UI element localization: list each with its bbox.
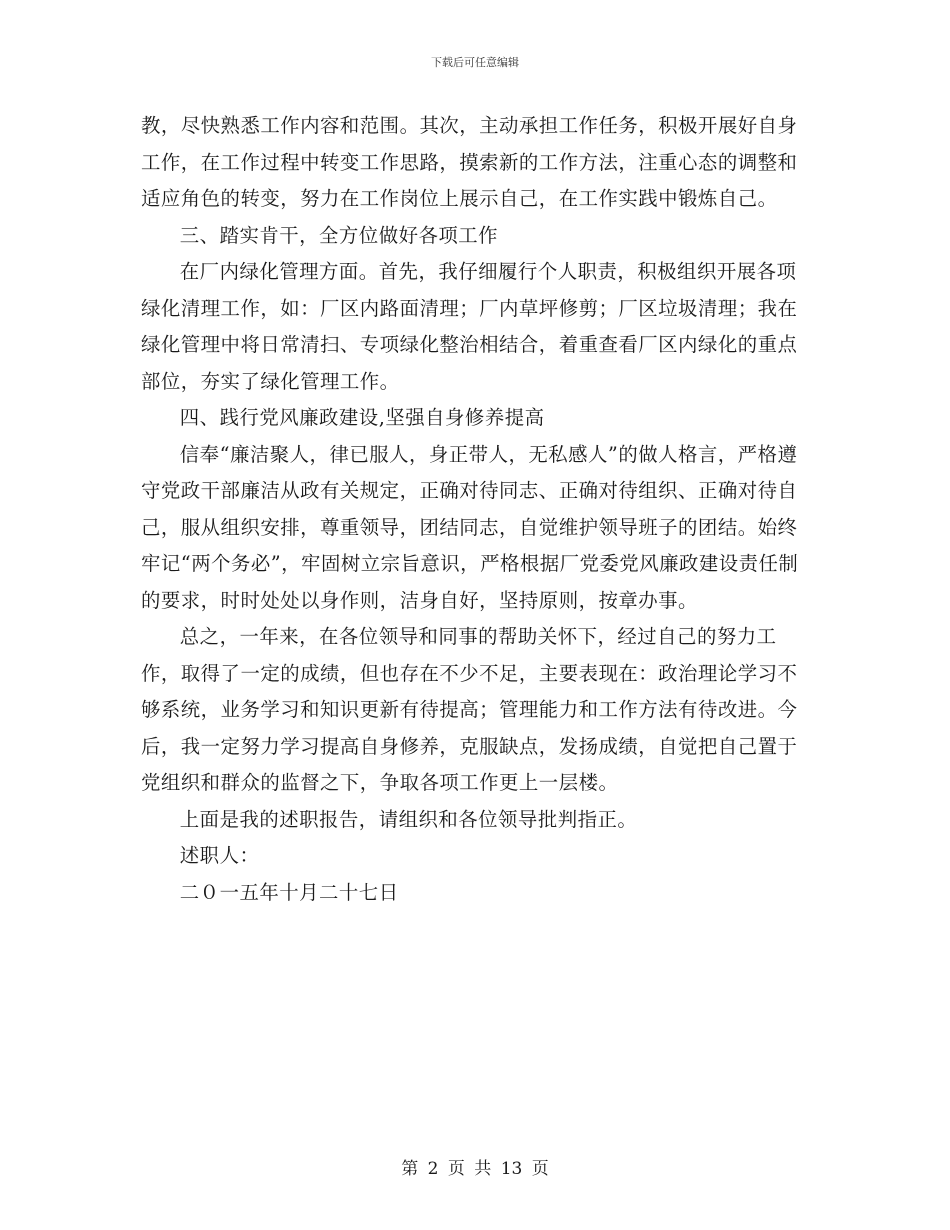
document-date: 二０一五年十月二十七日 — [179, 880, 399, 904]
paragraph-summary: 总之，一年来，在各位领导和同事的帮助关怀下，经过自己的努力工作，取得了一定的成绩，但也存在不少不足，主要表现在：政治理论学习不够系统，业务学习和知识更新有待提高；管理能力和工作方法有待改进。今后，我一定努力学习提高自身修养，克服缺点，发扬成绩，自觉把自己置于党组织和群众的监督之下，争取各项工作更上一层楼。 — [141, 625, 798, 794]
page-header-note: 下载后可任意编辑 — [431, 56, 519, 69]
paragraph-closing: 上面是我的述职报告，请组织和各位领导批判指正。 — [179, 807, 638, 831]
paragraph-integrity: 信奉“廉洁聚人，律已服人，身正带人，无私感人”的做人格言，严格遵守党政干部廉洁从政有关规定，正确对待同志、正确对待组织、正确对待自己，服从组织安排，尊重领导，团结同志，自觉维护领导班子的团结。始终牢记“两个务必”，牢固树立宗旨意识，严格根据厂党委党风廉政建设责任制的要求，时时处处以身作则，洁身自好，坚持原则，按章办事。 — [141, 442, 799, 612]
section-heading-4: 四、践行党风廉政建设,坚强自身修养提高 — [179, 406, 545, 429]
paragraph-continuation: 教，尽快熟悉工作内容和范围。其次，主动承担工作任务，积极开展好自身工作，在工作过程中转变工作思路，摸索新的工作方法，注重心态的调整和适应角色的转变，努力在工作岗位上展示自己，在工作实践中锻炼自己。 — [141, 114, 798, 210]
section-heading-3: 三、踏实肯干，全方位做好各项工作 — [179, 223, 499, 247]
paragraph-greening: 在厂内绿化管理方面。首先，我仔细履行个人职责，积极组织开展各项绿化清理工作，如：厂区内路面清理；厂内草坪修剪；厂区垃圾清理；我在绿化管理中将日常清扫、专项绿化整治相结合，着重查看厂区内绿化的重点部位，夯实了绿化管理工作。 — [141, 260, 798, 393]
signature-label: 述职人： — [179, 844, 260, 867]
document-body — [141, 108, 813, 911]
page-number-footer: 第 2 页 共 13 页 — [401, 1159, 549, 1179]
